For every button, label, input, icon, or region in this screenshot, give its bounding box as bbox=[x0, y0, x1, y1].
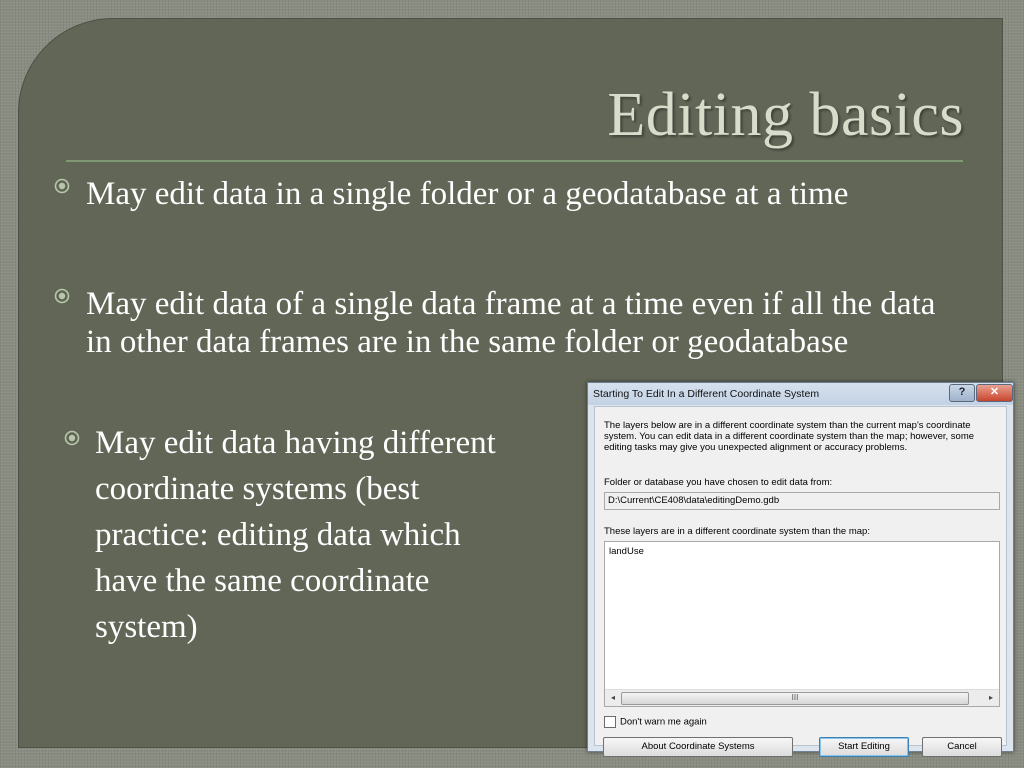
dont-warn-row[interactable] bbox=[604, 716, 707, 728]
bullet-item bbox=[95, 420, 525, 650]
dont-warn-label[interactable]: Don't warn me again bbox=[620, 716, 707, 728]
layers-list[interactable] bbox=[604, 541, 1000, 707]
cancel-button[interactable]: Cancel bbox=[922, 737, 1002, 757]
bullet-text: May edit data of a single data frame at a time even if all the data in other data frames are in the same folder or geodatabase bbox=[86, 286, 936, 360]
folder-label: Folder or database you have chosen to edit data from: bbox=[604, 477, 833, 488]
folder-path-field[interactable]: D:\Current\CE408\data\editingDemo.gdb bbox=[604, 492, 1000, 510]
circle-bullet-icon bbox=[54, 288, 70, 304]
bullet-text: May edit data having different coordinate systems (best practice: editing data which have the same coordinate system) bbox=[95, 425, 496, 645]
coordinate-system-dialog bbox=[587, 382, 1014, 752]
title-divider bbox=[66, 160, 963, 162]
dialog-body bbox=[594, 406, 1007, 752]
scroll-right-icon[interactable]: ▸ bbox=[988, 693, 993, 702]
dialog-title: Starting To Edit In a Different Coordinate System bbox=[593, 388, 820, 400]
layers-label: These layers are in a different coordinate system than the map: bbox=[604, 526, 870, 537]
circle-bullet-icon bbox=[54, 178, 70, 194]
close-button[interactable]: ✕ bbox=[976, 384, 1013, 402]
help-button[interactable]: ? bbox=[949, 384, 975, 402]
circle-bullet-icon bbox=[64, 430, 80, 446]
dialog-titlebar[interactable] bbox=[588, 383, 1013, 405]
bullet-item bbox=[86, 175, 966, 213]
bullet-item bbox=[86, 285, 966, 361]
bullet-text: May edit data in a single folder or a geodatabase at a time bbox=[86, 176, 849, 212]
start-editing-button[interactable]: Start Editing bbox=[819, 737, 909, 757]
scrollbar-thumb[interactable]: III bbox=[621, 692, 969, 705]
horizontal-scrollbar[interactable] bbox=[605, 689, 999, 706]
scroll-left-icon[interactable]: ◂ bbox=[610, 693, 615, 702]
about-coordinate-systems-button[interactable]: About Coordinate Systems bbox=[603, 737, 793, 757]
slide-title: Editing basics bbox=[607, 81, 964, 149]
dont-warn-checkbox[interactable] bbox=[604, 716, 616, 728]
dialog-message: The layers below are in a different coordinate system than the current map's coordinate system. You can edit data in a different coordinate system than the map; however, some editing tasks may give you unexpected alignment or accuracy problems. bbox=[604, 420, 975, 453]
list-item[interactable]: landUse bbox=[609, 546, 644, 557]
